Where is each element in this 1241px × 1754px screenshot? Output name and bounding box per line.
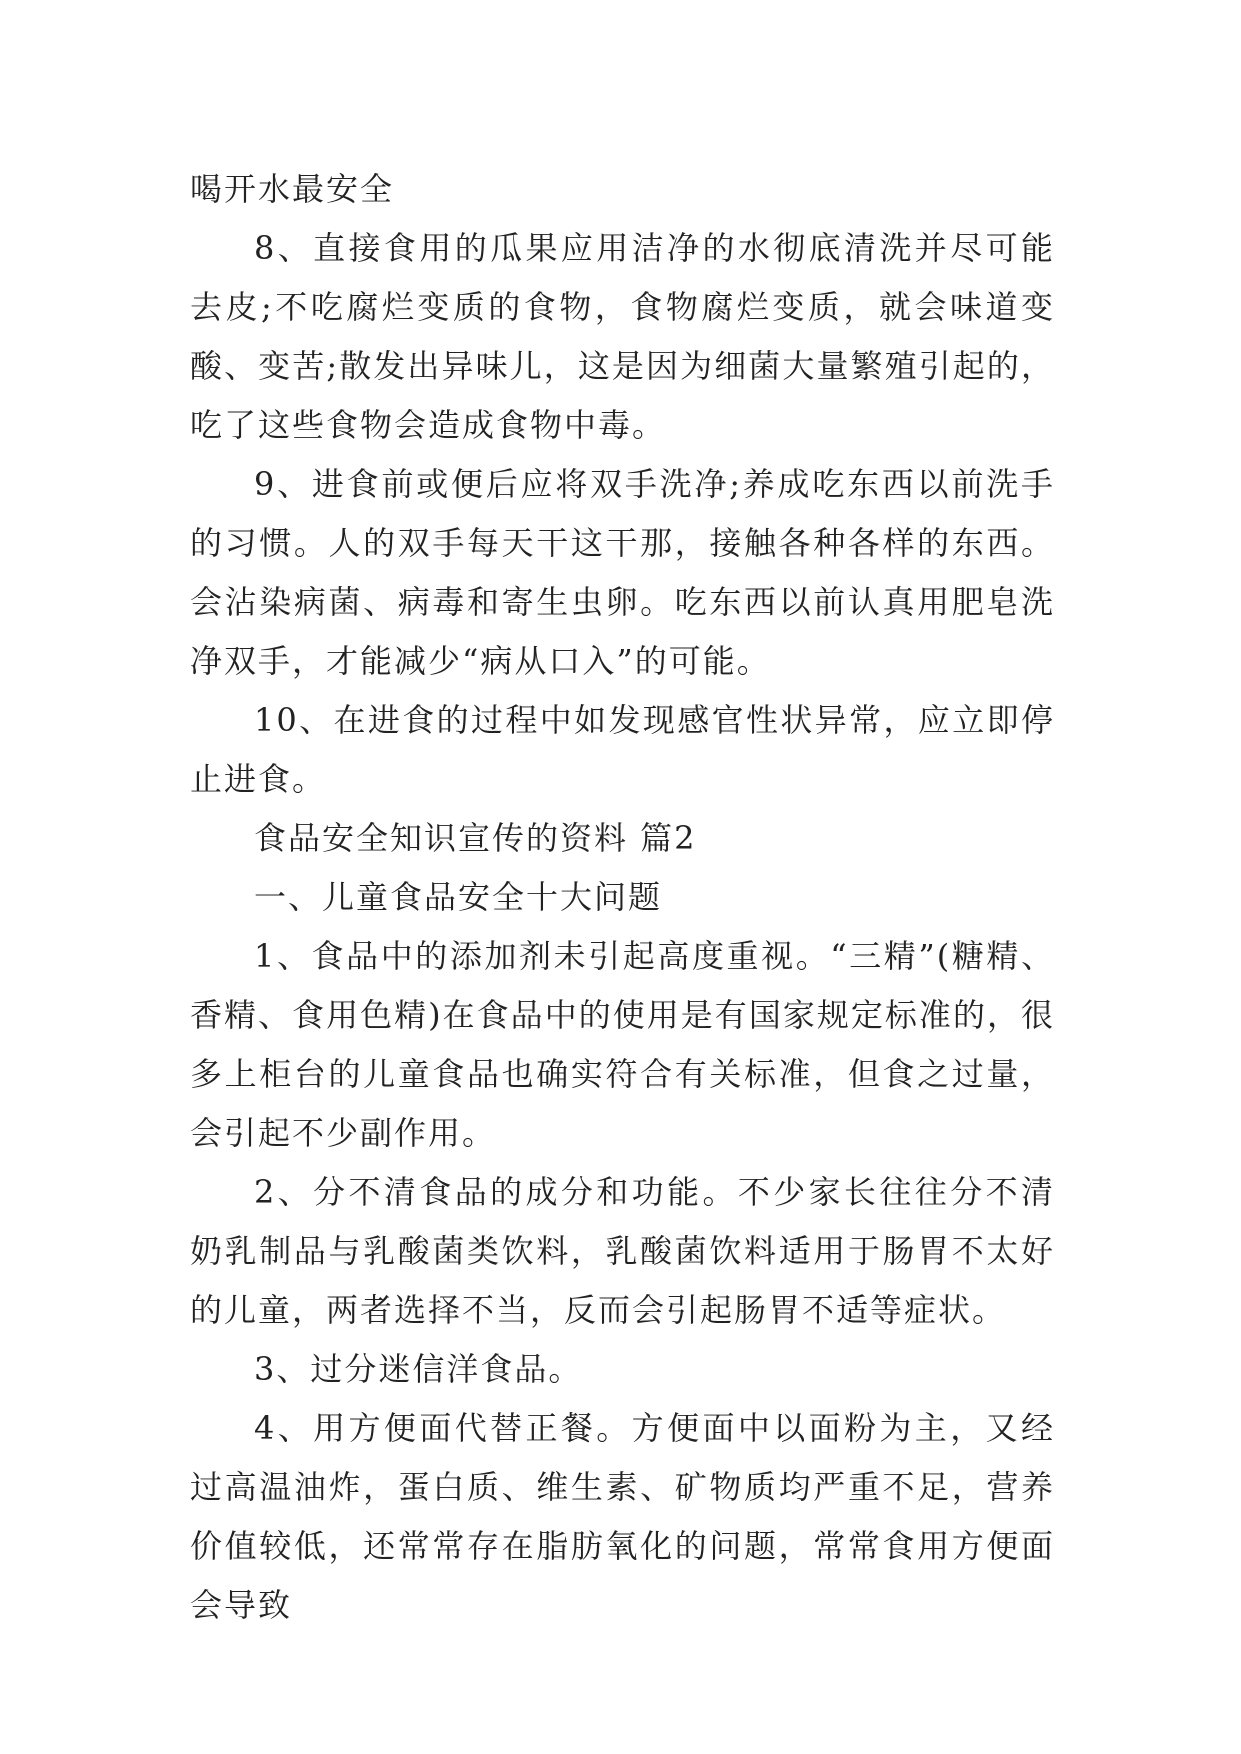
paragraph-problem-2: 2、分不清食品的成分和功能。不少家长往往分不清奶乳制品与乳酸菌类饮料，乳酸菌饮料适用于肠胃不太好的儿童，两者选择不当，反而会引起肠胃不适等症状。 — [190, 1173, 1055, 1329]
section-heading: 食品安全知识宣传的资料 篇2 — [254, 819, 697, 857]
paragraph-problem-1: 1、食品中的添加剂未引起高度重视。“三精”(糖精、香精、食用色精)在食品中的使用是有国家规定标准的，很多上柜台的儿童食品也确实符合有关标准，但食之过量，会引起不少副作用。 — [190, 937, 1055, 1152]
paragraph-item-8: 8、直接食用的瓜果应用洁净的水彻底清洗并尽可能去皮;不吃腐烂变质的食物，食物腐烂变质，就会味道变酸、变苦;散发出异味儿，这是因为细菌大量繁殖引起的，吃了这些食物会造成食物中毒。 — [190, 229, 1055, 444]
paragraph-item-9: 9、进食前或便后应将双手洗净;养成吃东西以前洗手的习惯。人的双手每天干这干那，接触各种各样的东西。会沾染病菌、病毒和寄生虫卵。吃东西以前认真用肥皂洗净双手，才能减少“病从口入”的可能。 — [190, 465, 1055, 680]
paragraph-problem-3: 3、过分迷信洋食品。 — [254, 1350, 583, 1388]
subsection-heading: 一、儿童食品安全十大问题 — [254, 878, 663, 916]
paragraph-continuation: 喝开水最安全 — [190, 170, 395, 208]
paragraph-problem-4: 4、用方便面代替正餐。方便面中以面粉为主，又经过高温油炸，蛋白质、维生素、矿物质均严重不足，营养价值较低，还常常存在脂肪氧化的问题，常常食用方便面会导致 — [190, 1409, 1055, 1624]
paragraph-item-10: 10、在进食的过程中如发现感官性状异常，应立即停止进食。 — [190, 701, 1055, 798]
document-body — [190, 160, 1055, 1635]
